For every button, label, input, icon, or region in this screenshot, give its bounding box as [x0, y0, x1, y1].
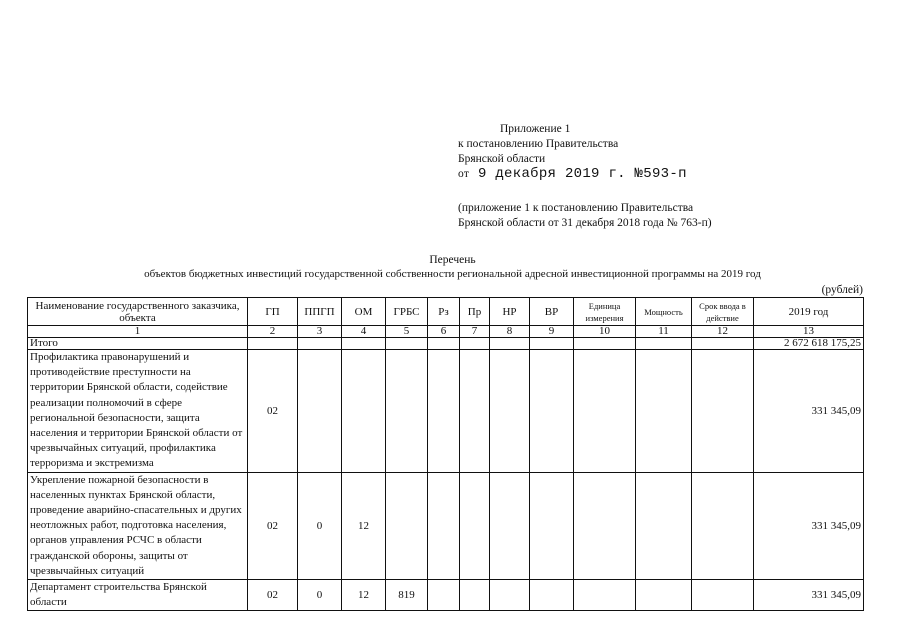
- capacity-value: [636, 580, 692, 611]
- header-term: Срок ввода в действие: [692, 298, 754, 326]
- term-value: [692, 350, 754, 473]
- unit-value: [574, 472, 636, 579]
- table-row: [28, 350, 864, 473]
- column-number: 6: [428, 326, 460, 338]
- document-title: Перечень: [429, 254, 476, 266]
- ppgp-code: 0: [298, 580, 342, 611]
- rz-code: [428, 580, 460, 611]
- total-label: Итого: [28, 338, 248, 350]
- pr-code: [460, 350, 490, 473]
- nr-code: [490, 350, 530, 473]
- table-header-row: [28, 298, 864, 326]
- vr-code: [530, 472, 574, 579]
- amount-2019: 331 345,09: [754, 580, 864, 611]
- total-amount: 2 672 618 175,25: [754, 338, 864, 350]
- previous-decree-note: [458, 201, 712, 231]
- column-number: 12: [692, 326, 754, 338]
- gp-code: 02: [248, 472, 298, 579]
- ppgp-code: 0: [298, 472, 342, 579]
- object-name: Укрепление пожарной безопасности в населенных пунктах Брянской области, проведение аварийно-спасательных и других неотложных работ, подготовка населения, органов управления РСЧС в области гражданской обороны, защиты от чрезвычайных ситуаций: [28, 472, 248, 579]
- vr-code: [530, 580, 574, 611]
- grbs-code: [386, 472, 428, 579]
- header-om: ОМ: [342, 298, 386, 326]
- header-rz: Рз: [428, 298, 460, 326]
- column-number: 1: [28, 326, 248, 338]
- header-name: Наименование государственного заказчика, объекта: [28, 298, 248, 326]
- decree-reference: к постановлению Правительства: [458, 138, 619, 150]
- table-row: [28, 580, 864, 611]
- ppgp-code: [298, 350, 342, 473]
- capacity-value: [636, 472, 692, 579]
- amount-2019: 331 345,09: [754, 472, 864, 579]
- vr-code: [530, 350, 574, 473]
- rz-code: [428, 472, 460, 579]
- pr-code: [460, 472, 490, 579]
- grbs-code: [386, 350, 428, 473]
- total-row: [28, 338, 864, 350]
- om-code: 12: [342, 580, 386, 611]
- column-number: 4: [342, 326, 386, 338]
- rz-code: [428, 350, 460, 473]
- amount-2019: 331 345,09: [754, 350, 864, 473]
- header-capacity: Мощность: [636, 298, 692, 326]
- term-value: [692, 472, 754, 579]
- header-vr: ВР: [530, 298, 574, 326]
- header-ppgp: ППГП: [298, 298, 342, 326]
- column-number-row: [28, 326, 864, 338]
- gp-code: 02: [248, 350, 298, 473]
- previous-note-line-2: Брянской области от 31 декабря 2018 года № 763-п): [458, 217, 712, 229]
- column-number: 8: [490, 326, 530, 338]
- date-prefix: от: [458, 168, 470, 180]
- column-number: 7: [460, 326, 490, 338]
- handwritten-date: 9 декабря 2019 г. №593-п: [477, 166, 687, 182]
- term-value: [692, 580, 754, 611]
- nr-code: [490, 580, 530, 611]
- header-unit: Единица измерения: [574, 298, 636, 326]
- previous-note-line-1: (приложение 1 к постановлению Правительства: [458, 202, 694, 214]
- column-number: 3: [298, 326, 342, 338]
- column-number: 11: [636, 326, 692, 338]
- column-number: 9: [530, 326, 574, 338]
- column-number: 2: [248, 326, 298, 338]
- header-grbs: ГРБС: [386, 298, 428, 326]
- table-row: [28, 472, 864, 579]
- grbs-code: 819: [386, 580, 428, 611]
- header-pr: Пр: [460, 298, 490, 326]
- gp-code: 02: [248, 580, 298, 611]
- appendix-label: Приложение 1: [500, 123, 571, 135]
- header-nr: НР: [490, 298, 530, 326]
- appendix-header: [458, 122, 687, 182]
- nr-code: [490, 472, 530, 579]
- om-code: [342, 350, 386, 473]
- header-gp: ГП: [248, 298, 298, 326]
- document-subtitle: объектов бюджетных инвестиций государственной собственности региональной адресной инвестиционной программы на 2019 год: [144, 268, 761, 280]
- unit-value: [574, 350, 636, 473]
- column-number: 5: [386, 326, 428, 338]
- unit-value: [574, 580, 636, 611]
- om-code: 12: [342, 472, 386, 579]
- capacity-value: [636, 350, 692, 473]
- column-number: 13: [754, 326, 864, 338]
- decree-date: [458, 167, 687, 182]
- object-name: Департамент строительства Брянской области: [28, 580, 248, 611]
- currency-unit: (рублей): [821, 284, 863, 296]
- investment-table: [27, 297, 864, 611]
- header-year: 2019 год: [754, 298, 864, 326]
- object-name: Профилактика правонарушений и противодействие преступности на территории Брянской области, содействие реализации полномочий в сфере региональной безопасности, защита населения и территории Брянской области от чрезвычайных ситуаций, профилактика терроризма и экстремизма: [28, 350, 248, 473]
- pr-code: [460, 580, 490, 611]
- region-name: Брянской области: [458, 153, 546, 165]
- column-number: 10: [574, 326, 636, 338]
